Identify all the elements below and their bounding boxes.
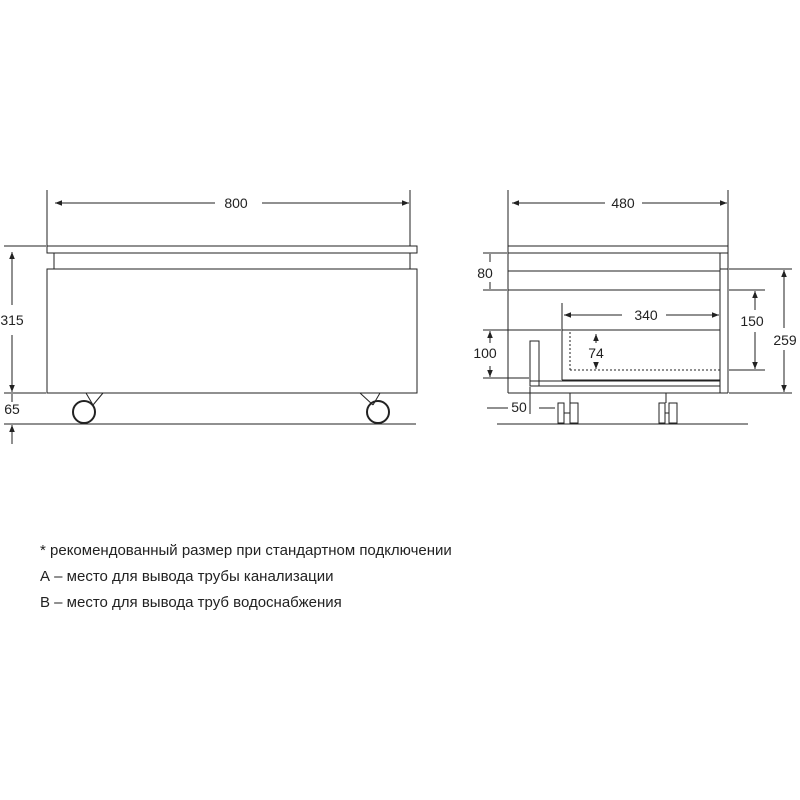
note-recommended: * рекомендованный размер при стандартном подключении — [40, 542, 452, 559]
dim-front-width: 800 — [224, 195, 248, 211]
cabinet-body — [47, 269, 417, 393]
dim-side-depth: 480 — [611, 195, 635, 211]
side-view — [473, 190, 797, 424]
dim-side-right-upper: 150 — [740, 313, 764, 329]
caster-left — [558, 393, 578, 423]
front-view — [0, 190, 417, 444]
dim-front-height: 315 — [0, 312, 24, 328]
side-drawer-front — [508, 271, 720, 290]
note-water-outlet: В – место для вывода труб водоснабжения — [40, 594, 342, 611]
countertop — [47, 246, 417, 253]
dim-side-right-total: 259 — [773, 332, 797, 348]
side-countertop — [508, 246, 728, 253]
note-sewer-outlet: А – место для вывода трубы канализации — [40, 568, 334, 585]
dim-side-top: 80 — [477, 265, 493, 281]
dim-drawer-inner-width: 340 — [634, 307, 658, 323]
caster-right — [659, 393, 677, 423]
side-pipe — [530, 341, 539, 386]
countertop-recess — [54, 253, 410, 269]
dim-inner-gap: 74 — [588, 345, 604, 361]
wheel-left — [73, 393, 103, 423]
notes-block — [40, 538, 452, 616]
wheel-right — [360, 393, 389, 423]
dim-bottom-offset: 50 — [511, 399, 527, 415]
dim-wheel-height: 65 — [4, 401, 20, 417]
dim-side-left-lower: 100 — [473, 345, 497, 361]
